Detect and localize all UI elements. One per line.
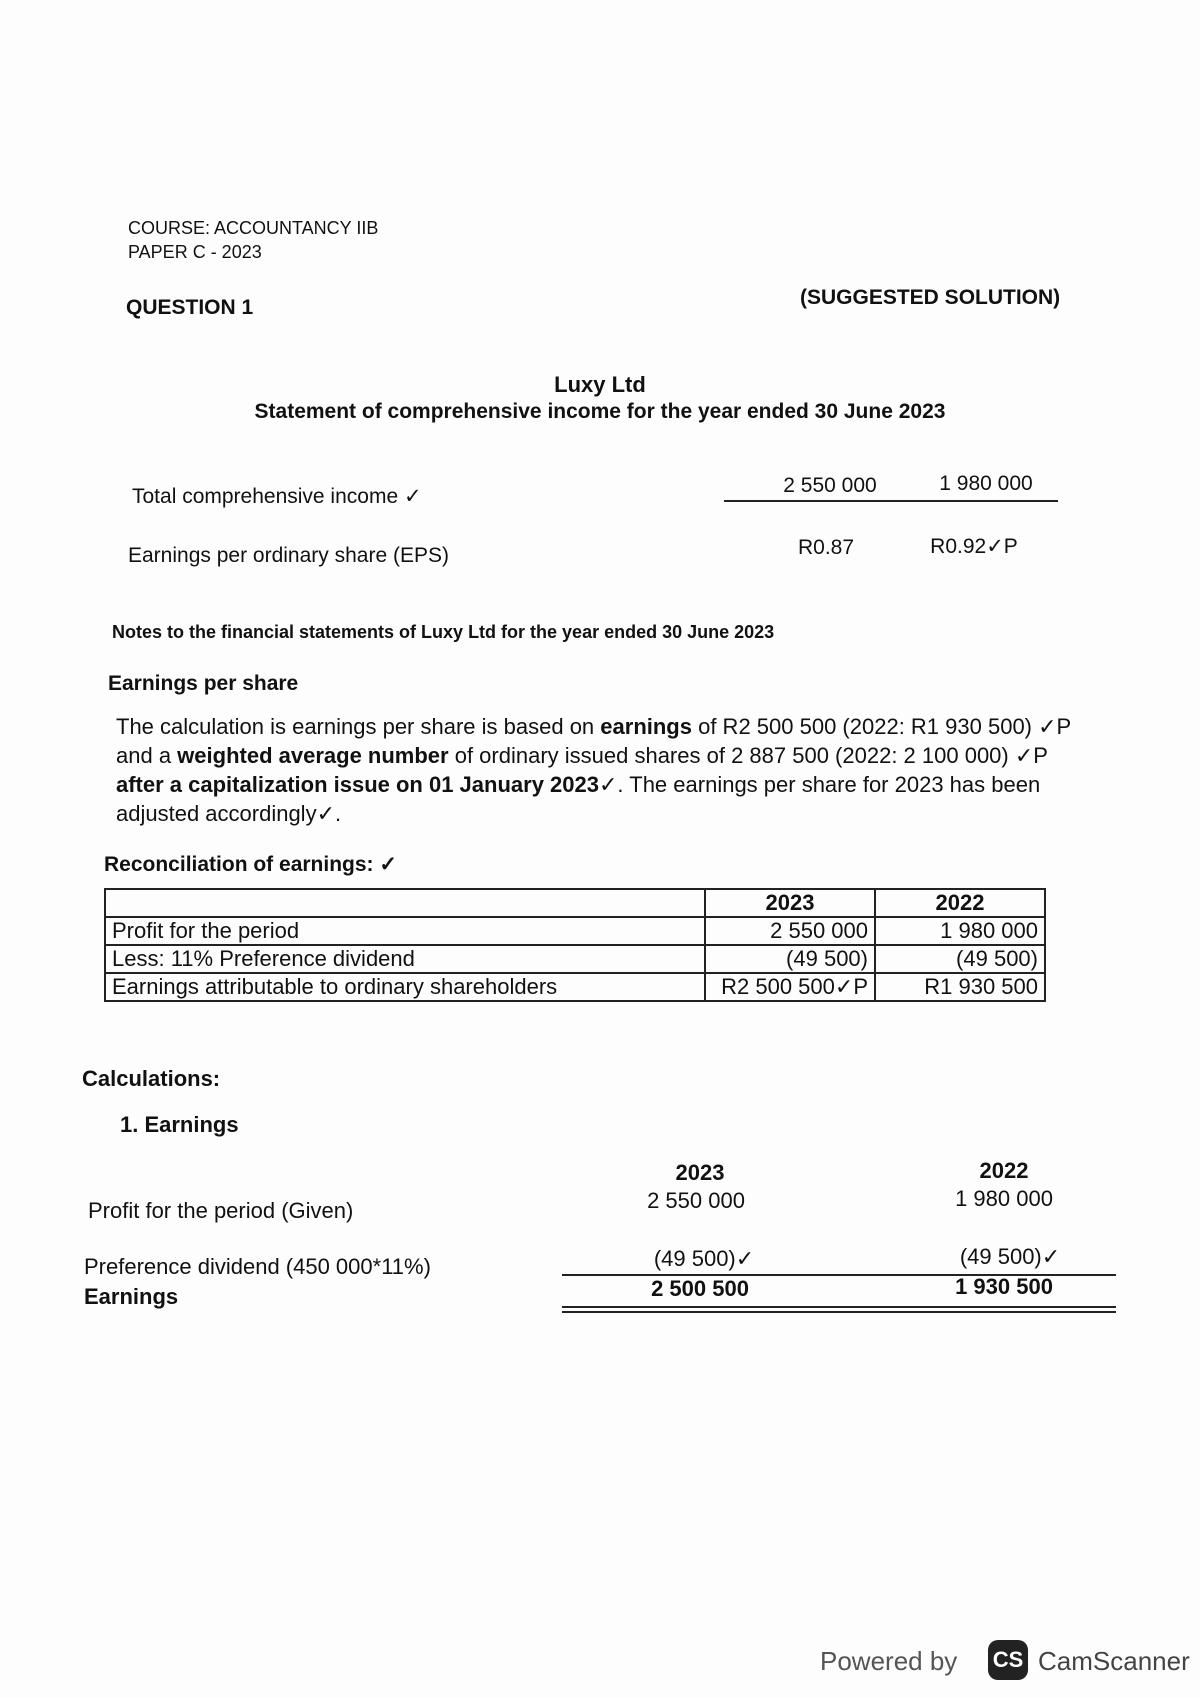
table-cell: (49 500) <box>705 945 875 973</box>
eps-label: Earnings per ordinary share (EPS) <box>128 544 449 567</box>
calc-pref-2022: (49 500)✓ <box>959 1244 1061 1269</box>
eps-paragraph-bold-earnings: earnings <box>600 714 692 739</box>
table-header-cell: 2023 <box>705 889 875 917</box>
total-income-label: Total comprehensive income ✓ <box>132 485 422 508</box>
eps-paragraph-bold-weighted: weighted average number <box>177 743 449 768</box>
table-header-cell: 2022 <box>875 889 1045 917</box>
table-cell: Less: 11% Preference dividend <box>105 945 705 973</box>
camscanner-brand: CamScanner <box>1038 1646 1190 1676</box>
paper-label: PAPER C - 2023 <box>128 242 262 262</box>
eps-2022: R0.92✓P <box>930 535 1018 558</box>
total-income-2022: 1 980 000 <box>939 472 1033 495</box>
calculations-heading: Calculations: <box>82 1066 221 1091</box>
course-label: COURSE: ACCOUNTANCY IIB <box>128 218 379 238</box>
eps-paragraph-text-2: of R2 500 500 (2022: R1 930 500) ✓P and a <box>116 714 1071 768</box>
calc-earnings-2022: 1 930 500 <box>955 1274 1053 1299</box>
table-cell: Earnings attributable to ordinary shareholders <box>105 973 705 1001</box>
calc-double-underline-top <box>562 1306 1116 1308</box>
camscanner-logo: CS <box>988 1640 1028 1680</box>
question-title: QUESTION 1 <box>126 296 254 319</box>
eps-2023: R0.87 <box>797 536 855 559</box>
statement-title: Statement of comprehensive income for the year ended 30 June 2023 <box>254 400 946 423</box>
total-income-underline <box>724 500 1058 502</box>
eps-paragraph <box>116 712 1076 828</box>
powered-by-text: Powered by <box>820 1646 958 1676</box>
total-income-2023: 2 550 000 <box>783 474 877 497</box>
reconciliation-table <box>104 888 1046 1002</box>
calc-earnings-label: Earnings <box>84 1284 179 1309</box>
table-cell: Profit for the period <box>105 917 705 945</box>
earnings-item-title: 1. Earnings <box>120 1112 239 1137</box>
company-name: Luxy Ltd <box>554 372 646 397</box>
table-row <box>105 917 1045 945</box>
eps-paragraph-text-4: ✓. The earnings per share for 2023 has been adjusted accordingly✓. <box>116 772 1041 826</box>
calc-pref-label: Preference dividend (450 000*11%) <box>84 1254 431 1279</box>
calc-col-2022: 2022 <box>979 1158 1029 1183</box>
table-cell: (49 500) <box>875 945 1045 973</box>
calc-pref-2023: (49 500)✓ <box>653 1246 755 1271</box>
calc-profit-label: Profit for the period (Given) <box>88 1198 354 1223</box>
calc-profit-2023: 2 550 000 <box>647 1188 745 1213</box>
eps-paragraph-bold-capitalization: after a capitalization issue on 01 January 2023 <box>116 772 599 797</box>
calc-double-underline-bottom <box>562 1311 1116 1313</box>
eps-paragraph-text-3: of ordinary issued shares of 2 887 500 (2022: 2 100 000) ✓P <box>448 743 1048 768</box>
table-cell: 2 550 000 <box>705 917 875 945</box>
eps-paragraph-text-1: The calculation is earnings per share is based on <box>116 714 601 739</box>
calc-col-2023: 2023 <box>675 1160 725 1185</box>
calc-profit-2022: 1 980 000 <box>955 1186 1053 1211</box>
recon-heading: Reconciliation of earnings: ✓ <box>104 853 397 876</box>
notes-heading: Notes to the financial statements of Luxy Ltd for the year ended 30 June 2023 <box>112 622 775 642</box>
table-cell: R1 930 500 <box>875 973 1045 1001</box>
eps-heading: Earnings per share <box>108 672 299 695</box>
table-row <box>105 945 1045 973</box>
table-header-row <box>105 889 1045 917</box>
table-row <box>105 973 1045 1001</box>
calc-earnings-2023: 2 500 500 <box>651 1276 749 1301</box>
suggested-solution-tag: (SUGGESTED SOLUTION) <box>800 286 1061 309</box>
table-cell: 1 980 000 <box>875 917 1045 945</box>
table-header-cell <box>105 889 705 917</box>
table-cell: R2 500 500✓P <box>705 973 875 1001</box>
